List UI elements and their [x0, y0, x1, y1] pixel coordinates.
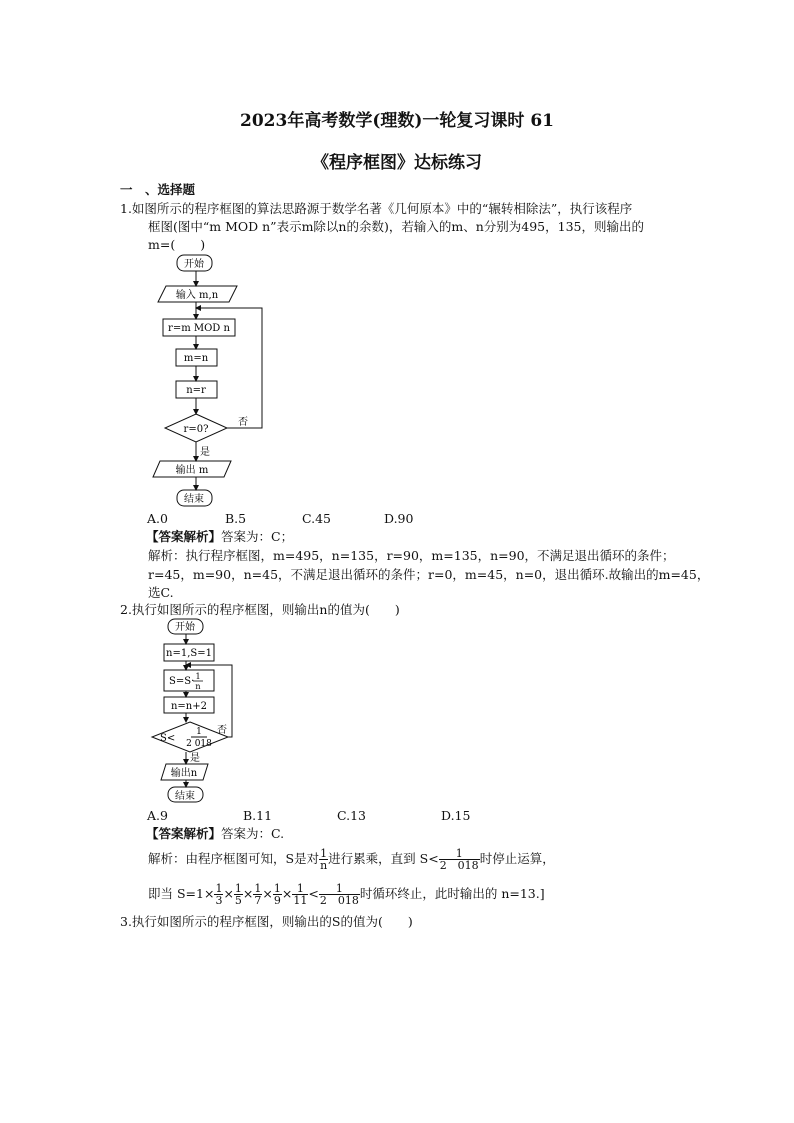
q2-flow-cond: S<	[160, 733, 176, 744]
q2-flow-cond-num: 1	[196, 727, 202, 737]
q1-text-line2: 框图(图中“m MOD n”表示m除以n的余数)，若输入的m、n分别为495，135，则输出的	[148, 219, 644, 234]
q2-frac-1n-den: n	[320, 859, 328, 872]
q2-term-3-den: 7	[254, 894, 262, 907]
q2-frac-2018-num: 1	[439, 848, 480, 860]
q2-flow-step2: n=n+2	[170, 701, 208, 712]
q2-explain1-c: 时停止运算，	[479, 851, 555, 866]
q2-frac-1n-num: 1	[320, 847, 328, 860]
q3-text-line1: 3.执行如图所示的程序框图，则输出的S的值为( )	[120, 914, 413, 929]
q2-times-3: ×	[262, 886, 273, 901]
q2-term-5-num: 1	[292, 883, 308, 895]
q2-term-3-num: 1	[254, 882, 262, 895]
q2-flow-end: 结束	[175, 791, 195, 802]
q1-flow-input: 输入 m,n	[175, 290, 219, 301]
q2-answer	[146, 824, 284, 843]
q2-answer-text: 答案为：C.	[221, 826, 285, 841]
q1-answer-label: 【答案解析】	[146, 529, 222, 544]
q1-flow-step3: n=r	[186, 385, 206, 396]
q1-text-line3: m=( )	[148, 237, 206, 252]
q2-frac-2018b-den: 2 018	[319, 894, 359, 907]
q2-flow-cond-den: 2 018	[186, 739, 212, 749]
q2-lt: <	[308, 886, 319, 901]
q2-flow-step1-num: 1	[195, 672, 201, 681]
q2-flowchart	[140, 615, 240, 807]
q2-flow-start: 开始	[175, 622, 195, 633]
q2-frac-2018-den: 2 018	[439, 859, 479, 872]
q1-text-line1: 1.如图所示的程序框图的算法思路源于数学名著《几何原本》中的“辗转相除法”，执行该程序	[120, 201, 633, 216]
q1-explain-line1: 解析：执行程序框图，m=495，n=135，r=90，m=135，n=90，不满足退出循环的条件；	[148, 548, 675, 563]
q2-explain1-b: 进行累乘，直到 S<	[328, 851, 439, 866]
q2-flow-init: n=1,S=1	[166, 648, 212, 659]
q2-term-2-num: 1	[234, 882, 242, 895]
q1-flow-step1: r=m MOD n	[168, 323, 230, 334]
q2-flow-yes: 是	[190, 753, 200, 764]
q2-term-4	[273, 883, 282, 906]
q2-flow-no: 否	[217, 725, 227, 736]
q1-flow-end: 结束	[184, 494, 204, 505]
q2-explain-line1	[148, 845, 555, 873]
q1-flow-step2: m=n	[183, 353, 209, 364]
doc-title-line2: 《程序框图》达标练习	[312, 153, 482, 173]
q2-term-5	[292, 883, 308, 906]
q1-flow-cond: r=0?	[183, 424, 209, 435]
q2-frac-1n	[319, 848, 328, 871]
q2-frac-2018b	[319, 883, 360, 906]
q2-answer-label: 【答案解析】	[146, 826, 222, 841]
q1-option-c[interactable]: C.45	[302, 511, 331, 526]
q1-explain-line3: 选C.	[148, 585, 174, 600]
q2-option-a[interactable]: A.9	[147, 808, 168, 823]
q1-answer	[146, 527, 293, 546]
q2-explain2-a: 即当 S=1×	[148, 886, 215, 901]
q2-explain1-a: 解析：由程序框图可知，S是对	[148, 851, 320, 866]
q1-flow-output: 输出 m	[175, 465, 209, 476]
q1-flow-no: 否	[238, 417, 248, 428]
q1-option-b[interactable]: B.5	[225, 511, 247, 526]
q2-term-2	[234, 883, 243, 906]
q2-times-2: ×	[242, 886, 254, 901]
q1-flow-start: 开始	[184, 259, 204, 270]
q2-times-4: ×	[281, 886, 293, 901]
q2-frac-2018	[439, 848, 480, 871]
q2-flow-step1-den: n	[195, 682, 201, 691]
q1-answer-text: 答案为：C；	[221, 529, 294, 544]
q1-flow-yes: 是	[200, 447, 210, 458]
q1-flowchart	[145, 250, 275, 512]
q2-option-b[interactable]: B.11	[243, 808, 273, 823]
q2-term-4-den: 9	[273, 894, 281, 907]
q2-explain2-b: 时循环终止，此时输出的 n=13.]	[359, 886, 545, 901]
q2-flow-output: 输出n	[170, 768, 198, 779]
q2-term-1-den: 3	[215, 894, 223, 907]
q2-option-c[interactable]: C.13	[337, 808, 366, 823]
q2-term-4-num: 1	[273, 882, 281, 895]
q1-option-d[interactable]: D.90	[384, 511, 414, 526]
q1-explain-line2: r=45，m=90，n=45，不满足退出循环的条件；r=0，m=45，n=0，退出循环.故输出的m=45，	[148, 567, 710, 582]
doc-title-line1: 2023年高考数学(理数)一轮复习课时 61	[240, 111, 554, 131]
q2-term-2-den: 5	[234, 894, 242, 907]
q2-option-d[interactable]: D.15	[441, 808, 471, 823]
q2-explain-line2	[148, 880, 545, 908]
q2-frac-2018b-num: 1	[319, 883, 360, 895]
q2-text-line1: 2.执行如图所示的程序框图，则输出n的值为( )	[120, 602, 400, 617]
q2-flow-step1: S=S·	[169, 676, 195, 687]
q2-term-1-num: 1	[215, 882, 223, 895]
q1-option-a[interactable]: A.0	[147, 511, 168, 526]
section-heading: 一 、选择题	[120, 182, 196, 197]
q2-term-5-den: 11	[293, 894, 308, 907]
q2-times-1: ×	[223, 886, 234, 901]
